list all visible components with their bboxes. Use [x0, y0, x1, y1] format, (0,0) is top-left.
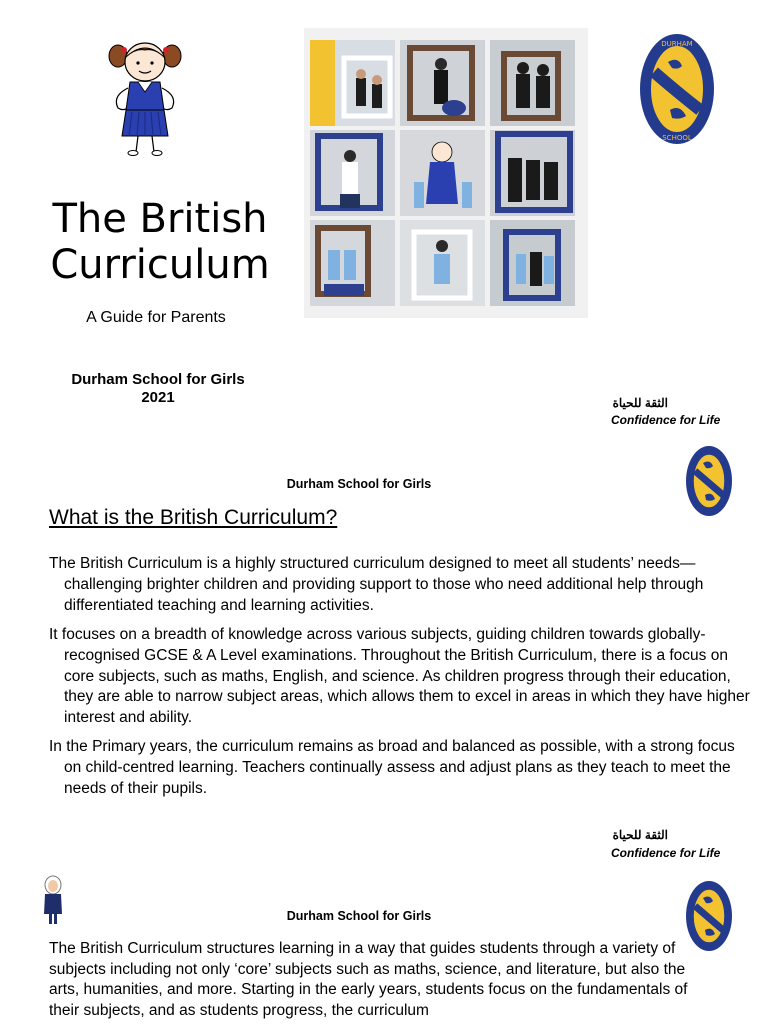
page2-header: Durham School for Girls — [286, 477, 432, 491]
paragraph-3: In the Primary years, the curriculum remains as broad and balanced as possible, with a strong focus on child-centred learning. Teachers continually assess and adjust plans as they teach to meet the needs of their pupils. — [49, 738, 735, 797]
school-crest-logo — [638, 32, 716, 146]
cover-year: 2021 — [141, 389, 175, 406]
section-title: What is the British Curriculum? — [49, 506, 338, 529]
cover-title — [40, 196, 280, 288]
mascot-girl-illustration — [100, 36, 190, 160]
cover-subtitle: A Guide for Parents — [86, 309, 226, 326]
photo-collage — [304, 28, 588, 318]
paragraph-2: It focuses on a breadth of knowledge across various subjects, guiding children towards globally-recognised GCSE & A Level examinations. Throughout the British Curriculum, there is a focus on core subjects, such as maths, English, and science. As children progress through their education, they are able to narrow subject areas, which allows them to excel in areas in which they have higher interest and ability. — [49, 626, 750, 727]
cover-motto-arabic: الثقة للحياة — [612, 396, 668, 410]
page3-header: Durham School for Girls — [286, 909, 432, 923]
cover-title-line1: The British — [52, 196, 268, 242]
page2-motto-english: Confidence for Life — [611, 846, 721, 860]
svg-text:SCHOOL: SCHOOL — [662, 134, 692, 142]
page2-crest-logo — [685, 445, 733, 517]
student-avatar-illustration — [38, 874, 68, 928]
cover-school-name: Durham School for Girls — [71, 371, 245, 388]
svg-text:DURHAM: DURHAM — [661, 40, 693, 48]
page3-paragraph: The British Curriculum structures learning in a way that guides students through a variety of subjects including not only ‘core’ subjects such as maths, science, and literature, but also the arts, humanities, and more. Starting in the early years, students focus on the fundamentals of their subjects, and as students progress, the curriculum — [49, 940, 688, 1019]
page2-motto-arabic: الثقة للحياة — [612, 828, 668, 842]
cover-motto-english: Confidence for Life — [611, 413, 721, 427]
paragraph-1: The British Curriculum is a highly structured curriculum designed to meet all students’ needs—challenging brighter children and providing support to those who need additional help through differentiated teaching and learning activities. — [49, 555, 704, 614]
cover-school-info — [40, 371, 276, 407]
cover-title-line2: Curriculum — [50, 242, 270, 288]
